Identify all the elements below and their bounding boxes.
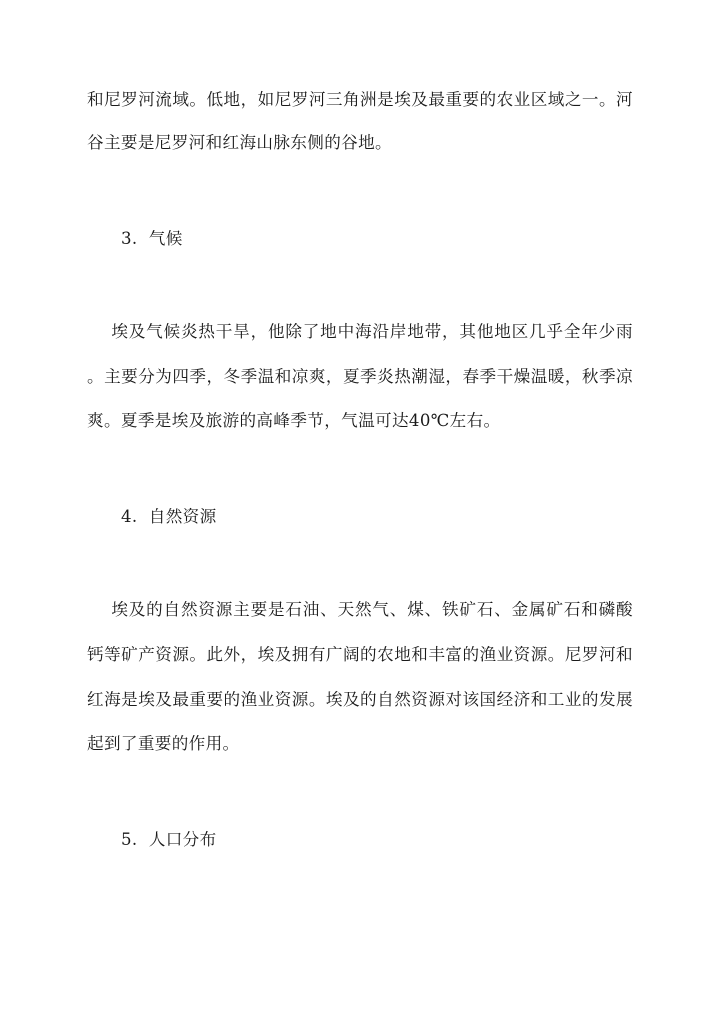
paragraph-line: 钙等矿产资源。此外，埃及拥有广阔的农地和丰富的渔业资源。尼罗河和 [87,645,633,664]
paragraph-line: 谷主要是尼罗河和红海山脉东侧的谷地。 [87,133,392,152]
paragraph-line: 红海是埃及最重要的渔业资源。埃及的自然资源对该国经济和工业的发展 [87,690,633,709]
section-heading-climate: 3. 气候 [121,229,183,248]
paragraph-line: 埃及气候炎热干旱，他除了地中海沿岸地带，其他地区几乎全年少雨 [87,322,633,341]
paragraph-line: 起到了重要的作用。 [87,734,240,753]
paragraph-line: 埃及的自然资源主要是石油、天然气、煤、铁矿石、金属矿石和磷酸 [87,600,633,619]
paragraph-line: 和尼罗河流域。低地，如尼罗河三角洲是埃及最重要的农业区域之一。河 [87,90,633,109]
paragraph-line: 爽。夏季是埃及旅游的高峰季节，气温可达40℃左右。 [87,411,501,430]
paragraph-line: 。主要分为四季，冬季温和凉爽，夏季炎热潮湿，春季干燥温暖，秋季凉 [87,367,633,386]
section-heading-population: 5. 人口分布 [121,830,217,849]
section-heading-natural-resources: 4. 自然资源 [121,507,217,526]
